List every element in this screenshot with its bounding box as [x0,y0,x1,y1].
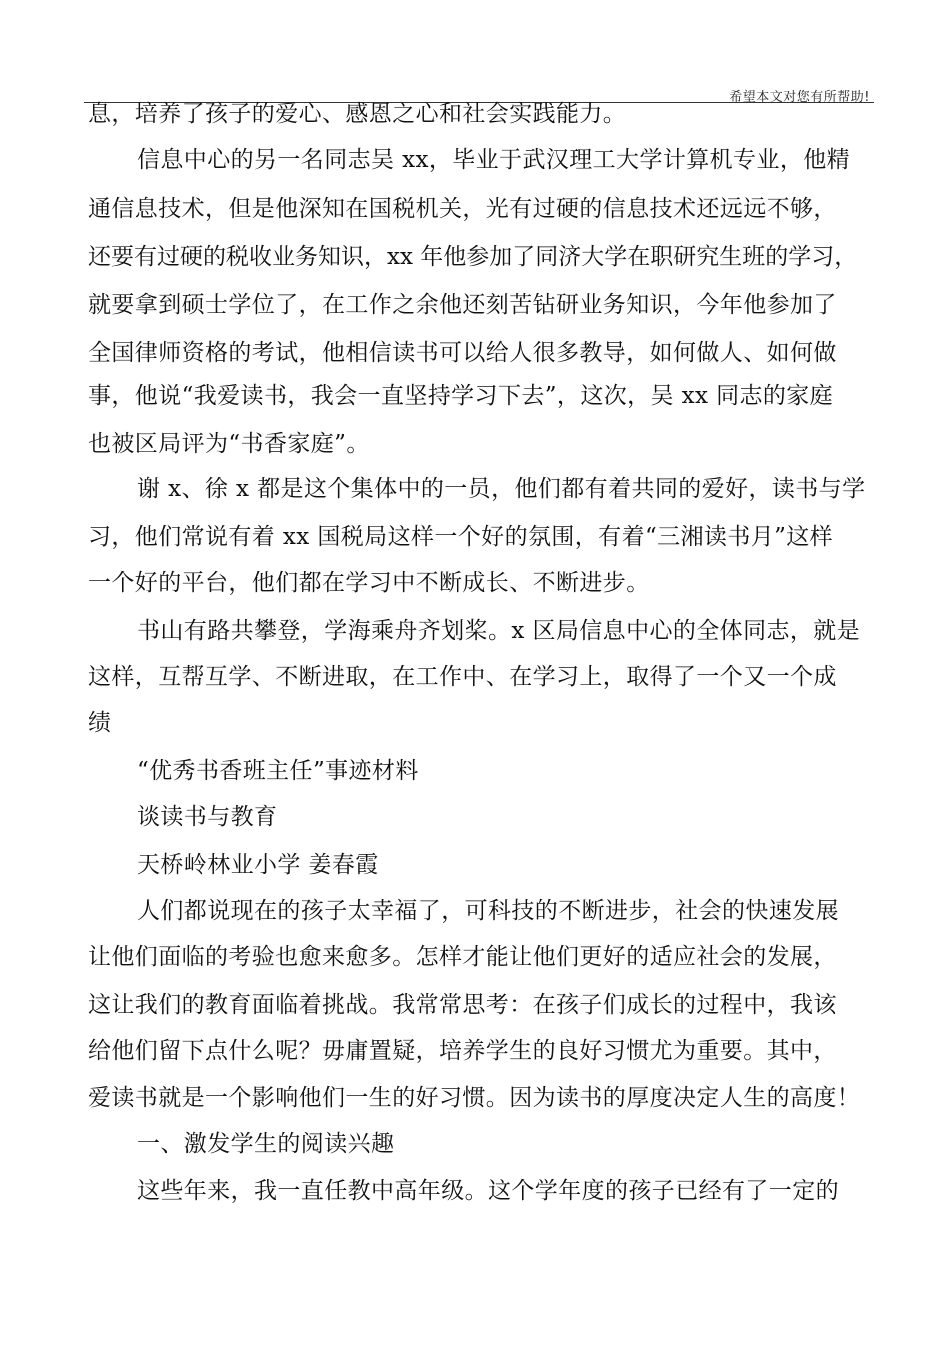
body-line: 事，他说“我爱读书，我会一直坚持学习下去”，这次，吴 xx 同志的家庭 [88,383,834,409]
body-line: 也被区局评为“书香家庭”。 [88,431,370,457]
body-line: 谢 x、徐 x 都是这个集体中的一员，他们都有着共同的爱好，读书与学 [137,476,866,502]
body-line: 绩 [88,710,112,736]
heading-line: 谈读书与教育 [137,804,278,830]
body-line: 让他们面临的考验也愈来愈多。怎样才能让他们更好的适应社会的发展， [88,944,837,970]
body-line: 习，他们常说有着 xx 国税局这样一个好的氛围，有着“三湘读书月”这样 [88,524,834,550]
body-line: 一个好的平台，他们都在学习中不断成长、不断进步。 [88,570,650,596]
body-line: 这样，互帮互学、不断进取，在工作中、在学习上，取得了一个又一个成 [88,664,837,690]
body-line: 全国律师资格的考试，他相信读书可以给人很多教导，如何做人、如何做 [88,340,837,366]
section-heading: 一、激发学生的阅读兴趣 [137,1131,395,1157]
body-line: 这让我们的教育面临着挑战。我常常思考：在孩子们成长的过程中，我该 [88,992,837,1018]
body-line: 还要有过硬的税收业务知识，xx 年他参加了同济大学在职研究生班的学习， [88,244,858,270]
body-line: 通信息技术，但是他深知在国税机关，光有过硬的信息技术还远远不够， [88,196,837,222]
author-line: 天桥岭林业小学 姜春霞 [137,852,379,878]
body-line: 爱读书就是一个影响他们一生的好习惯。因为读书的厚度决定人生的高度！ [88,1085,861,1111]
page-header-note: 希望本文对您有所帮助! [729,90,870,105]
body-line: 这些年来，我一直任教中高年级。这个学年度的孩子已经有了一定的 [137,1178,839,1204]
body-line: 信息中心的另一名同志吴 xx，毕业于武汉理工大学计算机专业，他精 [137,147,851,173]
body-line: 给他们留下点什么呢？毋庸置疑，培养学生的良好习惯尤为重要。其中， [88,1038,837,1064]
body-line: 息，培养了孩子的爱心、感恩之心和社会实践能力。 [88,101,627,127]
heading-line: “优秀书香班主任”事迹材料 [137,758,419,784]
body-line: 书山有路共攀登，学海乘舟齐划桨。x 区局信息中心的全体同志，就是 [137,618,861,644]
body-line: 就要拿到硕士学位了，在工作之余他还刻苦钻研业务知识，今年他参加了 [88,292,837,318]
body-line: 人们都说现在的孩子太幸福了，可科技的不断进步，社会的快速发展 [137,898,839,924]
